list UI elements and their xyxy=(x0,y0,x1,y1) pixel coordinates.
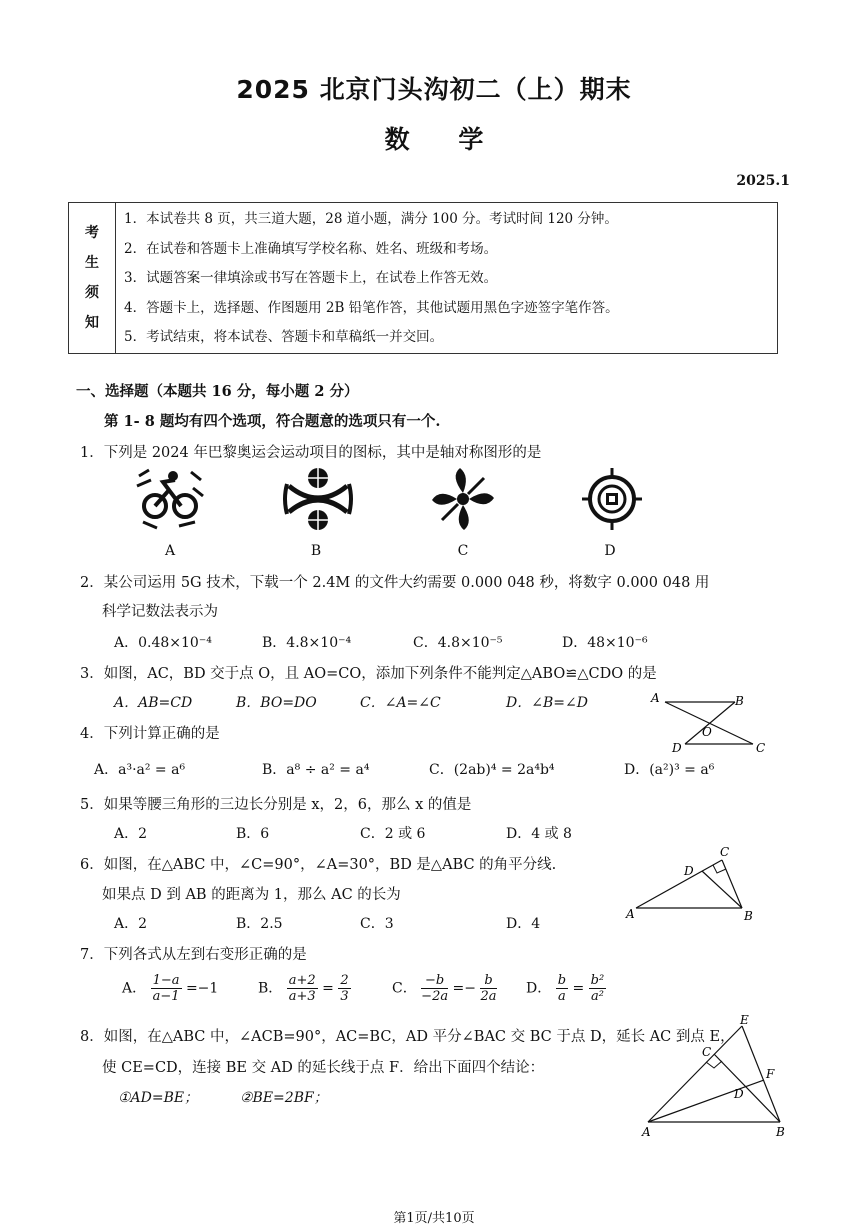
q6-option-b: B．2.5 xyxy=(236,916,283,932)
equals: = xyxy=(322,980,334,997)
q2-option-a: A．0.48×10⁻⁴ xyxy=(114,635,212,651)
q8-stem: 8．如图，在△ABC 中，∠ACB=90°，AC=BC，AD 平分∠BAC 交 BC 于点 D，延长 AC 到点 E， xyxy=(80,1029,735,1045)
q3-stem: 3．如图，AC，BD 交于点 O，且 AO=CO，添加下列条件不能判定△ABO≌△CDO 的是 xyxy=(80,666,657,682)
notice-heading xyxy=(69,203,116,354)
notice-heading-char: 须 xyxy=(85,284,99,301)
q2-stem: 2．某公司运用 5G 技术，下载一个 2.4M 的文件大约需要 0.000 048 秒，将数字 0.000 048 用 xyxy=(80,575,710,591)
q7-option-c xyxy=(392,973,497,1004)
option-letter: C． xyxy=(392,980,417,997)
notice-item: 4．答题卡上，选择题、作图题用 2B 铅笔作答，其他试题用黑色字迹签字笔作答。 xyxy=(124,299,619,316)
q2-option-c: C．4.8×10⁻⁵ xyxy=(413,635,503,651)
numerator: a+2 xyxy=(288,973,316,988)
fraction xyxy=(287,973,318,1004)
equals: =− xyxy=(452,980,477,997)
q4-option-b: B．a⁸ ÷ a² = a⁴ xyxy=(262,762,370,778)
basketball-pictogram-icon xyxy=(283,466,353,532)
q6-stem: 6．如图，在△ABC 中，∠C=90°，∠A=30°，BD 是△ABC 的角平分线. xyxy=(80,857,557,873)
q7-option-b xyxy=(258,973,351,1004)
q5-stem: 5．如果等腰三角形的三边长分别是 x，2，6，那么 x 的值是 xyxy=(80,797,472,813)
breaking-pictogram-icon xyxy=(430,466,496,532)
q8-conclusion-2: ②BE=2BF； xyxy=(240,1090,328,1106)
q3-option-b: B．BO=DO xyxy=(236,695,317,711)
fig-label: A xyxy=(642,1125,651,1139)
q4-option-a: A．a³·a² = a⁶ xyxy=(94,762,186,778)
equals: = xyxy=(572,980,585,997)
q5-option-c: C．2 或 6 xyxy=(360,826,426,842)
q2-option-d: D．48×10⁻⁶ xyxy=(562,635,648,651)
denominator: 2a xyxy=(480,989,497,1004)
fraction xyxy=(589,973,607,1004)
denominator: a+3 xyxy=(288,989,316,1004)
fig-label: C xyxy=(702,1045,712,1059)
q1-label-a: A xyxy=(164,543,176,559)
fraction xyxy=(151,973,182,1004)
q7-option-a xyxy=(122,973,218,1004)
fig-label: B xyxy=(735,694,744,708)
notice-heading-char: 知 xyxy=(85,314,99,331)
notice-list xyxy=(116,203,778,354)
fig-label: F xyxy=(766,1067,775,1081)
target-pictogram-icon xyxy=(582,468,642,530)
numerator: b xyxy=(480,973,496,989)
notice-item: 1．本试卷共 8 页，共三道大题，28 道小题，满分 100 分。考试时间 120 分钟。 xyxy=(124,211,618,227)
q7-stem: 7．下列各式从左到右变形正确的是 xyxy=(80,947,307,963)
notice-heading-char: 考 xyxy=(85,224,99,241)
fraction xyxy=(556,973,568,1004)
q5-option-a: A．2 xyxy=(114,826,148,842)
q1-label-b: B xyxy=(310,543,322,559)
q1-stem: 1．下列是 2024 年巴黎奥运会运动项目的图标，其中是轴对称图形的是 xyxy=(80,445,542,461)
fig-label: E xyxy=(740,1013,749,1027)
fig-label: C xyxy=(720,845,730,859)
q2-option-b: B．4.8×10⁻⁴ xyxy=(262,635,352,651)
exam-date: 2025.1 xyxy=(736,173,790,189)
option-letter: A． xyxy=(122,980,147,997)
exam-notice-box xyxy=(68,202,778,354)
q3-figure xyxy=(645,690,775,758)
option-letter: D． xyxy=(526,980,552,997)
denominator: −2a xyxy=(421,989,449,1004)
fig-label: O xyxy=(702,725,712,739)
fig-label: D xyxy=(684,864,694,878)
q3-option-c: C．∠A=∠C xyxy=(360,695,441,711)
fig-label: B xyxy=(776,1125,785,1139)
notice-item: 3．试题答案一律填涂或书写在答题卡上，在试卷上作答无效。 xyxy=(124,270,498,287)
q4-stem: 4．下列计算正确的是 xyxy=(80,726,220,742)
numerator: 2 xyxy=(340,973,349,988)
option-letter: B． xyxy=(258,980,283,997)
fraction xyxy=(421,973,448,1004)
q3-option-d: D．∠B=∠D xyxy=(506,695,588,711)
page-title: 2025 北京门头沟初二（上）期末 xyxy=(236,75,632,104)
rhs: =−1 xyxy=(185,980,219,997)
numerator: −b xyxy=(421,973,448,989)
section-title: 一、选择题（本题共 16 分，每小题 2 分） xyxy=(76,383,359,400)
q1-label-c: C xyxy=(457,543,469,559)
numerator: b² xyxy=(590,973,605,988)
fig-label: A xyxy=(651,691,660,705)
q4-option-c: C．(2ab)⁴ = 2a⁴b⁴ xyxy=(429,762,555,778)
subject-title: 数 学 xyxy=(384,125,484,154)
q6-option-c: C．3 xyxy=(360,916,394,932)
q2-stem-cont: 科学记数法表示为 xyxy=(102,604,218,620)
q5-option-b: B．6 xyxy=(236,826,270,842)
q8-figure xyxy=(636,1012,796,1142)
q6-stem-cont: 如果点 D 到 AB 的距离为 1，那么 AC 的长为 xyxy=(102,887,401,903)
fig-label: B xyxy=(744,909,753,923)
q8-stem-cont: 使 CE=CD，连接 BE 交 AD 的延长线于点 F．给出下面四个结论： xyxy=(102,1060,545,1076)
q5-option-d: D．4 或 8 xyxy=(506,826,572,842)
cycling-pictogram-icon xyxy=(135,466,205,532)
section-note: 第 1- 8 题均有四个选项，符合题意的选项只有一个. xyxy=(104,413,441,430)
fig-label: A xyxy=(626,907,635,921)
notice-item: 5．考试结束，将本试卷、答题卡和草稿纸一并交回。 xyxy=(124,329,444,346)
q6-option-d: D．4 xyxy=(506,916,541,932)
numerator: b xyxy=(557,973,567,988)
q7-option-d xyxy=(526,973,606,1004)
fraction xyxy=(338,973,350,1004)
numerator: 1−a xyxy=(152,973,180,988)
notice-heading-char: 生 xyxy=(85,254,99,271)
fig-label: D xyxy=(672,741,682,755)
q1-label-d: D xyxy=(604,543,616,559)
q6-figure xyxy=(622,844,762,924)
denominator: a−1 xyxy=(152,989,180,1004)
denominator: a² xyxy=(590,989,604,1004)
fig-label: D xyxy=(734,1087,744,1101)
q3-option-a: A．AB=CD xyxy=(114,695,193,711)
page-number: 第1页/共10页 xyxy=(393,1211,475,1226)
fraction xyxy=(480,973,496,1004)
denominator: 3 xyxy=(340,989,349,1004)
fig-label: C xyxy=(756,741,766,755)
q8-conclusion-1: ①AD=BE； xyxy=(118,1090,199,1106)
denominator: a xyxy=(557,989,566,1004)
q6-option-a: A．2 xyxy=(114,916,148,932)
notice-item: 2．在试卷和答题卡上准确填写学校名称、姓名、班级和考场。 xyxy=(124,240,498,257)
q4-option-d: D．(a²)³ = a⁶ xyxy=(624,762,715,778)
